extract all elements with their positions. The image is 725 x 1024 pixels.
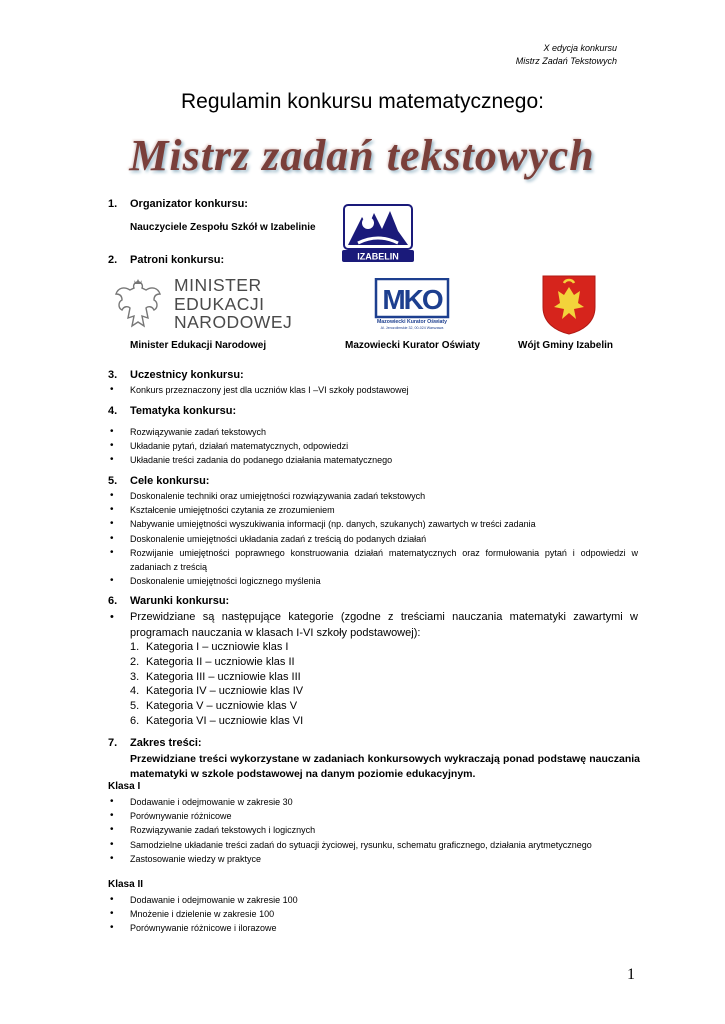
category-item: 1. Kategoria I – uczniowie klas I [130, 641, 289, 653]
list-item: • Mnożenie i dzielenie w zakresie 100 [108, 907, 298, 921]
izabelin-logo [340, 203, 416, 263]
klasa-2-heading: Klasa II [108, 879, 144, 890]
category-item: 2. Kategoria II – uczniowie klas II [130, 655, 295, 668]
list-item: • Nabywanie umiejętności wyszukiwania informacji (np. danych, szukanych) zawartych w treści zadania [108, 517, 638, 531]
list-item: • Doskonalenie umiejętności układania zadań z treścią do podanych działań [108, 532, 638, 546]
men-logo-line3: NARODOWEJ [174, 312, 293, 332]
list-item: • Zastosowanie wiedzy w praktyce [108, 852, 638, 866]
list-item: • Dodawanie i odejmowanie w zakresie 100 [108, 893, 298, 907]
patron-wojt: Wójt Gminy Izabelin [518, 340, 614, 351]
topics-list [108, 425, 392, 468]
list-item: • Układanie treści zadania do podanego działania matematycznego [108, 453, 392, 467]
section-7-heading: 7. Zakres treści: [108, 737, 202, 749]
section-3-heading: 3. Uczestnicy konkursu: [108, 369, 244, 381]
list-item: • Kształcenie umiejętności czytania ze zrozumieniem [108, 503, 638, 517]
mko-logo-name: Mazowiecki Kurator Oświaty [376, 319, 448, 325]
category-item: 5. Kategoria V – uczniowie klas V [130, 700, 298, 713]
goals-list [108, 489, 638, 588]
klasa-1-heading: Klasa I [108, 781, 141, 792]
list-item: • Rozwiązywanie zadań tekstowych [108, 425, 392, 439]
section-5-heading: 5. Cele konkursu: [108, 475, 210, 487]
list-item: • Porównywanie różnicowe i ilorazowe [108, 921, 298, 935]
patron-mko: Mazowiecki Kurator Oświaty [345, 340, 481, 351]
section-6-heading: 6. Warunki konkursu: [108, 595, 230, 607]
scope-text: Przewidziane treści wykorzystane w zadaniach konkursowych wykraczają ponad podstawę nauczania matematyki w szkole podstawowej na danym poziomie edukacyjnym. [130, 753, 640, 780]
mko-logo [372, 278, 452, 330]
page-number: 1 [627, 966, 635, 983]
category-item: 3. Kategoria III – uczniowie klas III [130, 670, 301, 683]
list-item: • Porównywanie różnicowe [108, 809, 638, 823]
participants-list [108, 383, 409, 397]
list-item: • Doskonalenie techniki oraz umiejętności rozwiązywania zadań tekstowych [108, 489, 638, 503]
list-item: • Konkurs przeznaczony jest dla uczniów klas I –VI szkoły podstawowej [108, 383, 409, 397]
section-2-heading: 2. Patroni konkursu: [108, 254, 225, 266]
category-item: 4. Kategoria IV – uczniowie klas IV [130, 685, 304, 698]
list-item: • Rozwiązywanie zadań tekstowych i logicznych [108, 823, 638, 837]
running-header [516, 42, 617, 68]
contest-banner [122, 130, 602, 186]
men-logo [114, 276, 294, 332]
list-item: • Układanie pytań, działań matematycznych, odpowiedzi [108, 439, 392, 453]
banner-text: Mistrz zadań tekstowych [129, 131, 595, 180]
conditions-text: • Przewidziane są następujące kategorie (zgodne z treściami nauczania matematyki zawartymi w programach nauczania w klasach I-VI szkoły podstawowej): [110, 611, 638, 639]
izabelin-logo-text: IZABELIN [357, 251, 399, 262]
categories-list [130, 640, 303, 729]
section-1-heading: 1. Organizator konkursu: [108, 198, 248, 210]
mko-logo-address: Al. Jerozolimskie 32, 00-024 Warszawa [380, 326, 444, 330]
mko-letters: MKO [382, 284, 442, 315]
men-logo-line2: EDUKACJI [174, 293, 265, 314]
coat-of-arms-icon [540, 273, 598, 335]
eagle-icon [114, 278, 162, 330]
section-4-heading: 4. Tematyka konkursu: [108, 405, 237, 417]
header-contest-name: Mistrz Zadań Tekstowych [515, 56, 617, 66]
list-item: • Dodawanie i odejmowanie w zakresie 30 [108, 795, 638, 809]
organizer-text: Nauczyciele Zespołu Szkół w Izabelinie [130, 222, 316, 233]
category-item: 6. Kategoria VI – uczniowie klas VI [130, 714, 304, 727]
list-item: • Rozwijanie umiejętności poprawnego konstruowania działań matematycznych oraz formułowania pytań i odpowiedzi w zadaniach z treścią [108, 546, 638, 574]
page-title: Regulamin konkursu matematycznego: [180, 90, 544, 113]
patron-men: Minister Edukacji Narodowej [130, 340, 267, 351]
klasa-2-list [108, 893, 298, 936]
list-item: • Samodzielne układanie treści zadań do sytuacji życiowej, rysunku, schematu graficznego, działania arytmetycznego [108, 838, 638, 852]
header-edition: X edycja konkursu [543, 43, 617, 53]
klasa-1-list [108, 795, 638, 866]
men-logo-line1: MINISTER [174, 275, 262, 295]
list-item: • Doskonalenie umiejętności logicznego myślenia [108, 574, 638, 588]
